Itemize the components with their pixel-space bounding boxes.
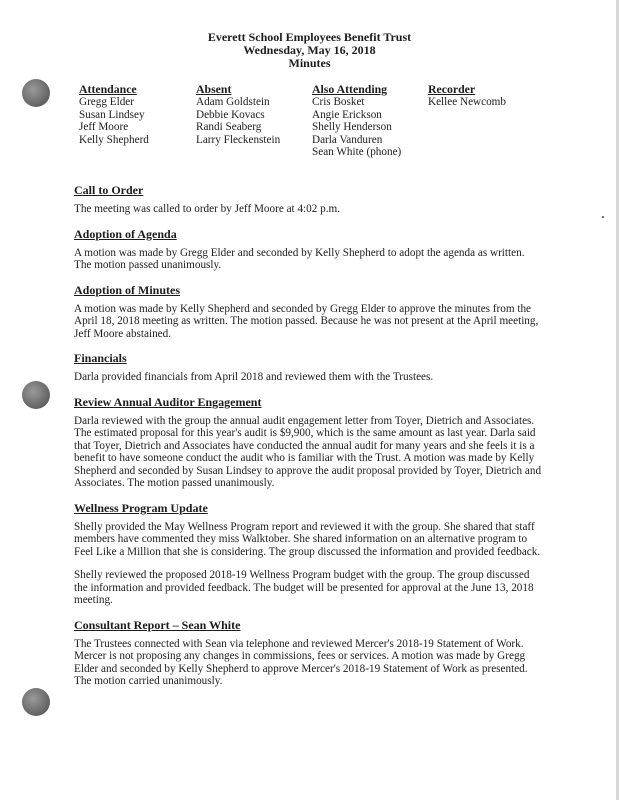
also-attending-name: Shelly Henderson [312, 121, 392, 134]
absent-name: Adam Goldstein [196, 96, 270, 108]
absent-name: Larry Fleckenstein [196, 133, 281, 146]
minutes-body [74, 183, 542, 688]
section-paragraph: A motion was made by Gregg Elder and seconded by Kelly Shepherd to adopt the agenda as written. The motion passed unanimously. [74, 246, 525, 271]
document-header [0, 31, 619, 70]
section-paragraph: A motion was made by Kelly Shepherd and seconded by Gregg Elder to approve the minutes from the April 18, 2018 meeting as written. The motion passed. Because he was not present at the April meeting, Jeff Moore abstained. [74, 302, 539, 340]
section-title: Financials [74, 351, 127, 365]
also-attending-name: Sean White (phone) [312, 146, 402, 159]
section-title: Adoption of Minutes [74, 282, 181, 297]
section-auditor-engagement [74, 395, 542, 490]
also-attending-name: Darla Vanduren [312, 133, 383, 146]
absent-name: Randi Seaberg [196, 121, 262, 134]
absent-name: Debbie Kovacs [196, 108, 265, 121]
section-title: Adoption of Agenda [74, 226, 177, 241]
section-paragraph: Darla reviewed with the group the annual audit engagement letter from Toyer, Dietrich and Associates. The estimated proposal for this year's audit is $9,900, which is the same amount as last year. Darla said that Toyer, Dietrich and Associates have conducted the annual audit for many years and she feels it is a benefit to have someone conduct the audit who is familiar with the Trust. A motion was made by Kelly Shepherd and seconded by Susan Lindsey to approve the audit proposal provided by Toyer, Dietrich and Associates. The motion passed unanimously. [74, 414, 542, 489]
section-title: Consultant Report – Sean White [74, 617, 241, 632]
absent-heading: Absent [196, 82, 232, 96]
recorder-name: Kellee Newcomb [428, 96, 506, 108]
section-financials [74, 351, 542, 384]
section-title: Wellness Program Update [74, 500, 208, 515]
section-title: Review Annual Auditor Engagement [74, 394, 262, 409]
section-call-to-order [74, 183, 542, 216]
section-paragraph: Darla provided financials from April 2018 and reviewed them with the Trustees. [74, 371, 434, 383]
section-paragraph: The Trustees connected with Sean via telephone and reviewed Mercer's 2018-19 Statement of Work. Mercer is not proposing any changes in commissions, fees or services. A motion was made by Gregg Elder and seconded by Kelly Shepherd to approve Mercer's 2018-19 Statement of Work as presented. The motion carried unanimously. [74, 637, 528, 687]
also-attending-name: Cris Bosket [312, 96, 365, 108]
doc-type: Minutes [288, 56, 331, 70]
section-paragraph: Shelly reviewed the proposed 2018-19 Wellness Program budget with the group. The group discussed the information and provided feedback. The budget will be presented for approval at the June 13, 2018 meeting. [74, 569, 534, 606]
section-adoption-of-agenda [74, 227, 542, 272]
attendee-name: Kelly Shepherd [79, 133, 149, 146]
also-attending-column [312, 83, 401, 159]
punch-hole-icon [22, 79, 50, 107]
punch-hole-icon [22, 381, 50, 409]
recorder-heading: Recorder [428, 82, 476, 96]
punch-hole-icon [22, 688, 50, 716]
attendance-column [79, 83, 149, 146]
also-attending-heading: Also Attending [312, 82, 388, 96]
section-paragraph: Shelly provided the May Wellness Program report and reviewed it with the group. She shared that staff members have commented they miss Walktober. She shared information on an alternative program to Feel Like a Million that she is considering. The group discussed the information and provided feedback. [74, 520, 541, 558]
attendee-name: Gregg Elder [79, 96, 134, 108]
attendee-name: Jeff Moore [79, 121, 129, 134]
recorder-column [428, 83, 506, 109]
section-title: Call to Order [74, 183, 144, 197]
section-paragraph: The meeting was called to order by Jeff Moore at 4:02 p.m. [74, 203, 341, 215]
meeting-date: Wednesday, May 16, 2018 [243, 43, 376, 57]
absent-column [196, 83, 280, 146]
scan-speck [602, 216, 604, 218]
section-consultant-report [74, 618, 542, 688]
attendance-heading: Attendance [79, 82, 137, 96]
section-adoption-of-minutes [74, 283, 542, 341]
section-wellness-update [74, 501, 542, 607]
also-attending-name: Angie Erickson [312, 108, 382, 121]
org-title: Everett School Employees Benefit Trust [207, 30, 412, 44]
attendee-name: Susan Lindsey [79, 108, 145, 121]
